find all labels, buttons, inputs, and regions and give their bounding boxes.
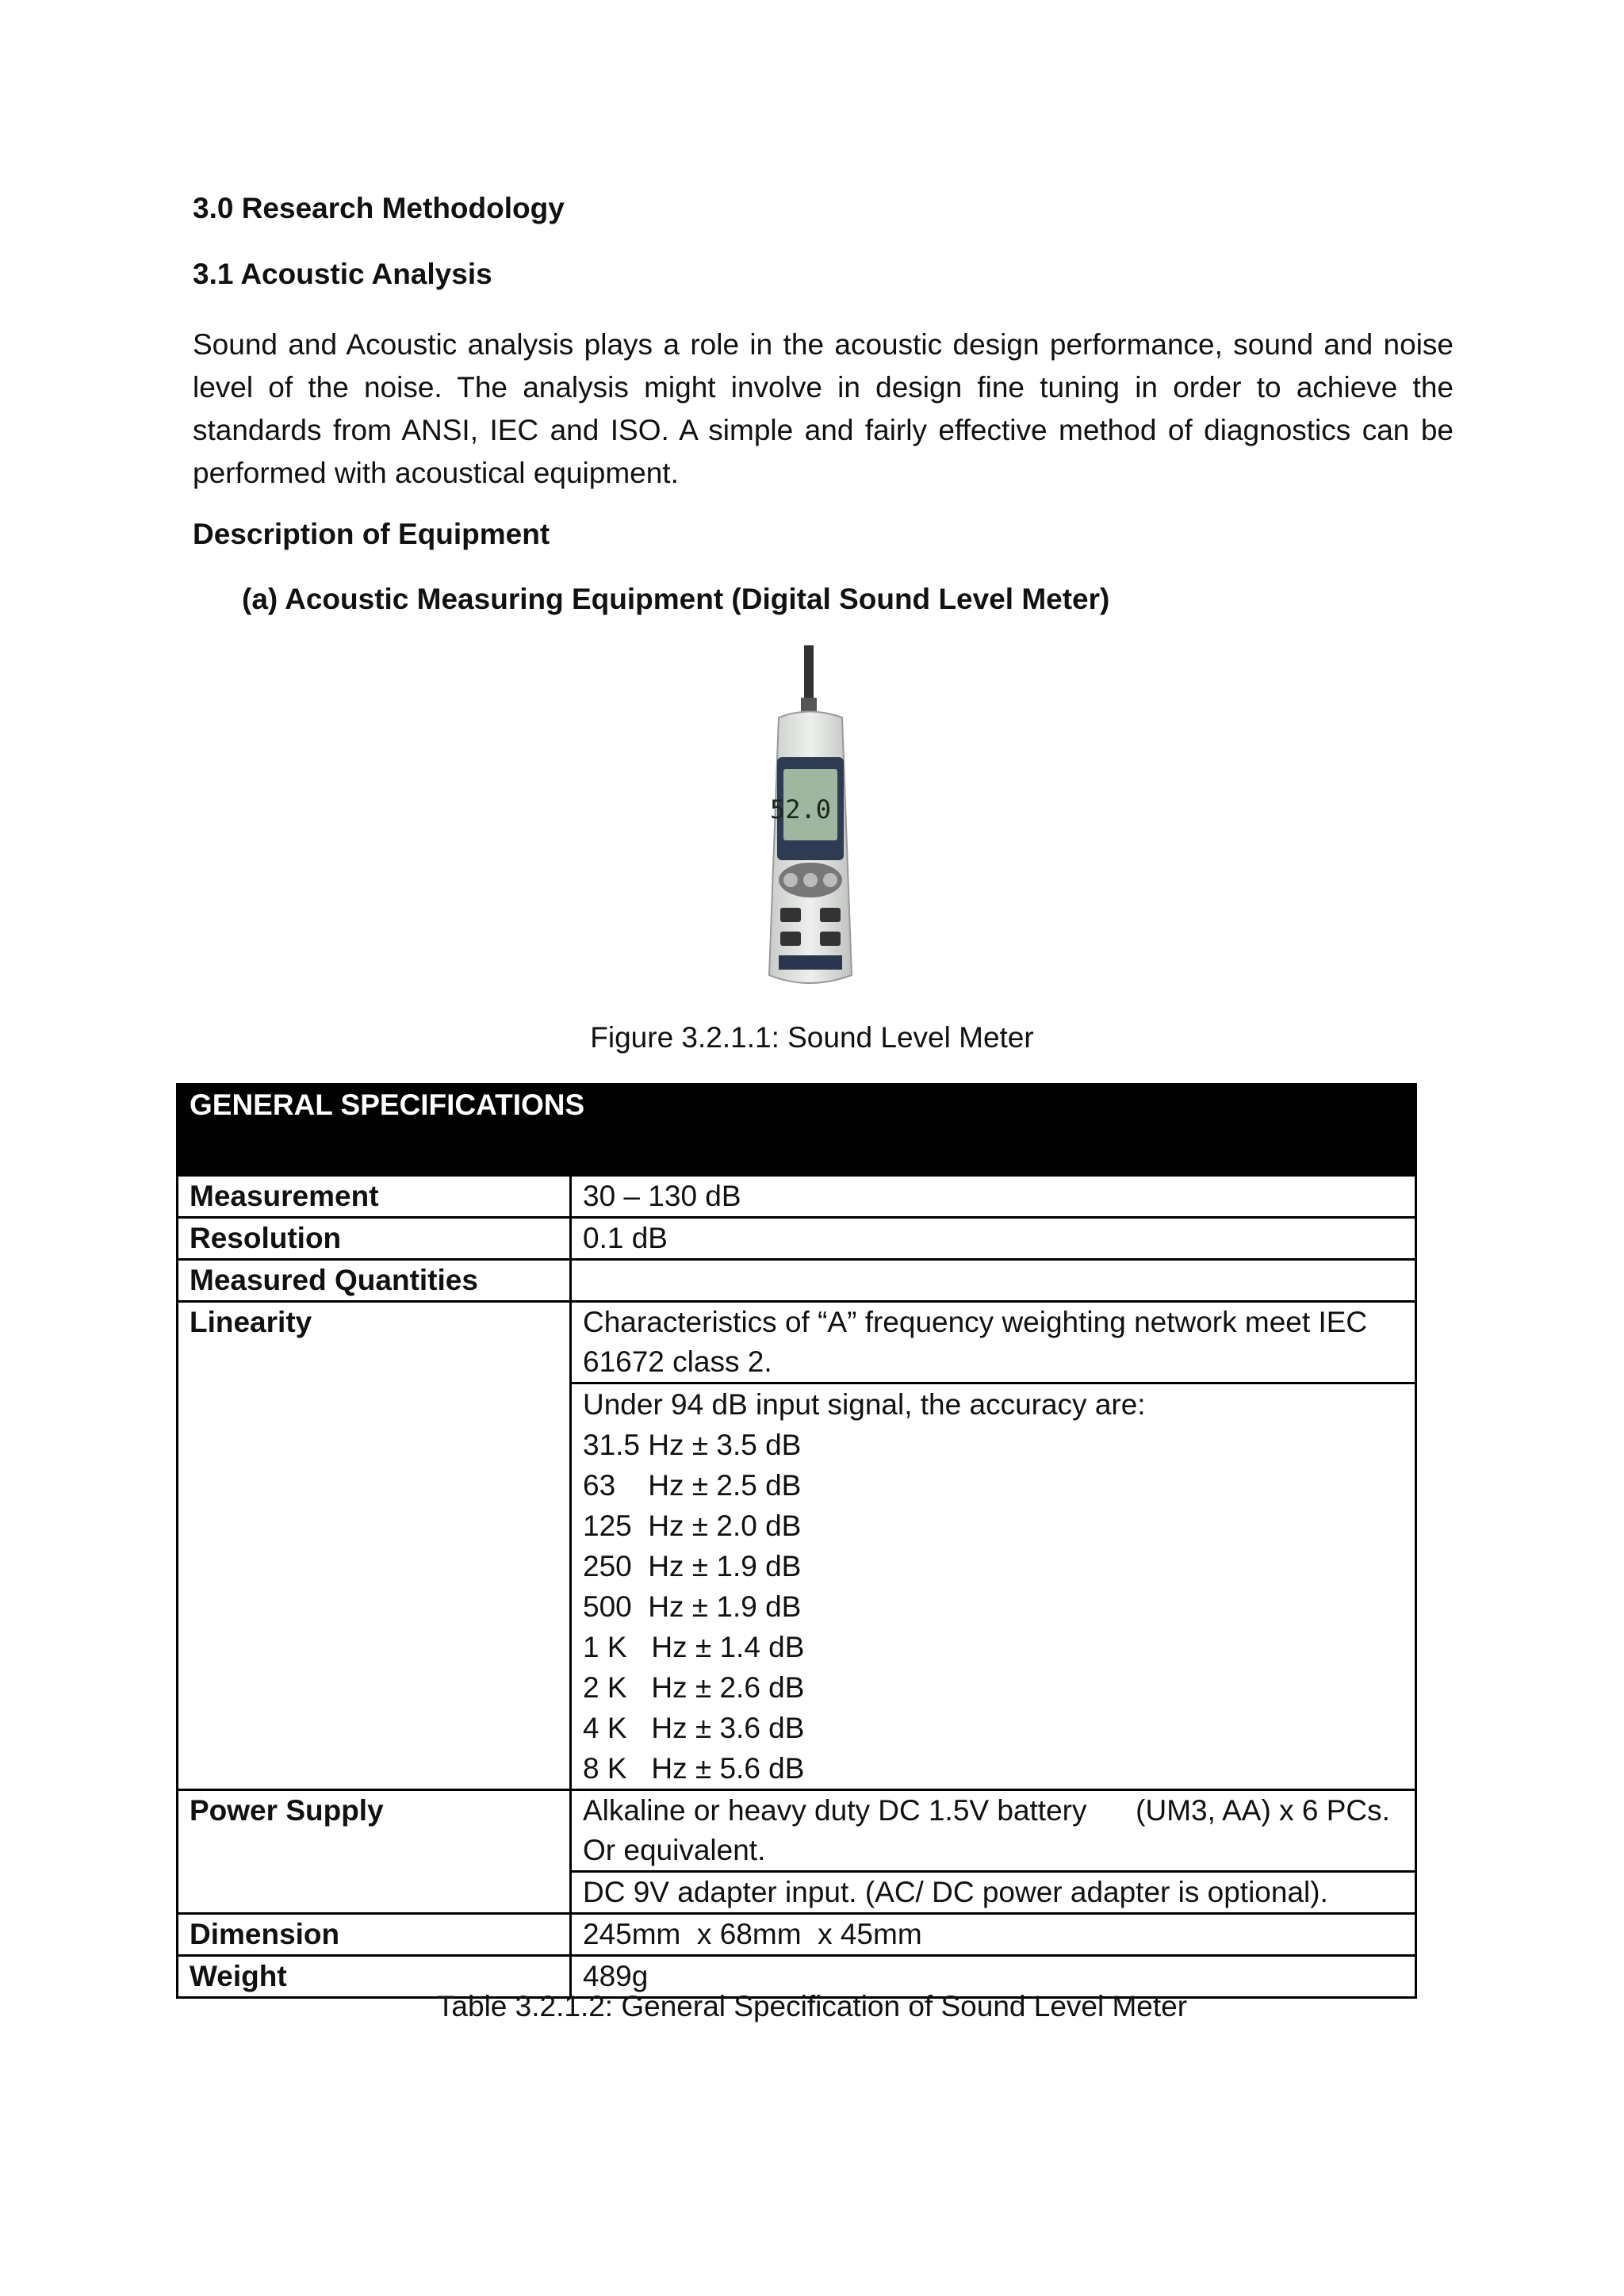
row-label: Dimension bbox=[178, 1914, 571, 1956]
row-value: 0.1 dB bbox=[571, 1218, 1416, 1260]
list-item: 125 Hz ± 2.0 dB bbox=[583, 1510, 802, 1542]
figure-caption: Figure 3.2.1.1: Sound Level Meter bbox=[590, 1021, 1034, 1054]
table-caption: Table 3.2.1.2: General Specification of Sound Level Meter bbox=[436, 1990, 1188, 2022]
row-label: Resolution bbox=[178, 1218, 571, 1260]
table-row bbox=[178, 1176, 1416, 1218]
table-header-row bbox=[178, 1085, 1416, 1176]
specifications-table bbox=[176, 1083, 1417, 1999]
accuracy-intro: Under 94 dB input signal, the accuracy are: bbox=[583, 1388, 1146, 1421]
equipment-subheading: (a) Acoustic Measuring Equipment (Digital Sound Level Meter) bbox=[242, 583, 1110, 615]
list-item: 2 K Hz ± 2.6 dB bbox=[583, 1671, 805, 1704]
table-row bbox=[178, 1790, 1416, 1872]
row-value bbox=[571, 1260, 1416, 1302]
list-item: 63 Hz ± 2.5 dB bbox=[583, 1469, 802, 1502]
row-value: 245mm x 68mm x 45mm bbox=[571, 1914, 1416, 1956]
table-row bbox=[178, 1260, 1416, 1302]
list-item: 8 K Hz ± 5.6 dB bbox=[583, 1752, 805, 1785]
row-label: Weight bbox=[178, 1956, 571, 1998]
accuracy-list bbox=[571, 1383, 1416, 1790]
row-label: Measured Quantities bbox=[178, 1260, 571, 1302]
row-value: Alkaline or heavy duty DC 1.5V battery (UM3, AA) x 6 PCs. Or equivalent. bbox=[571, 1790, 1416, 1872]
meter-display-reading: 52.0 bbox=[769, 794, 831, 825]
list-item: 31.5 Hz ± 3.5 dB bbox=[583, 1429, 802, 1461]
body-paragraph: Sound and Acoustic analysis plays a role in the acoustic design performance, sound and noise level of the noise. The analysis might involve in design fine tuning in order to achieve the standards from ANSI, IEC and ISO. A simple and fairly effective method of diagnostics can be performed with acoustical equipment. bbox=[193, 328, 1454, 489]
list-item: 4 K Hz ± 3.6 dB bbox=[583, 1712, 805, 1744]
row-value: 489g bbox=[571, 1956, 1416, 1998]
table-row bbox=[178, 1218, 1416, 1260]
sound-level-meter-image bbox=[755, 642, 866, 991]
section-heading: 3.0 Research Methodology bbox=[193, 192, 565, 224]
row-label: Power Supply bbox=[178, 1790, 571, 1914]
list-item: 250 Hz ± 1.9 dB bbox=[583, 1550, 802, 1582]
list-item: 500 Hz ± 1.9 dB bbox=[583, 1590, 802, 1623]
row-value: Characteristics of “A” frequency weighting network meet IEC 61672 class 2. bbox=[571, 1302, 1416, 1383]
row-value: 30 – 130 dB bbox=[571, 1176, 1416, 1218]
list-item: 1 K Hz ± 1.4 dB bbox=[583, 1631, 805, 1663]
row-value: DC 9V adapter input. (AC/ DC power adapter is optional). bbox=[571, 1872, 1416, 1914]
table-row bbox=[178, 1914, 1416, 1956]
row-label: Linearity bbox=[178, 1302, 571, 1790]
row-label: Measurement bbox=[178, 1176, 571, 1218]
table-header: GENERAL SPECIFICATIONS bbox=[178, 1085, 1416, 1176]
table-row bbox=[178, 1302, 1416, 1383]
subsection-heading: 3.1 Acoustic Analysis bbox=[193, 258, 492, 290]
equipment-heading: Description of Equipment bbox=[193, 518, 550, 550]
